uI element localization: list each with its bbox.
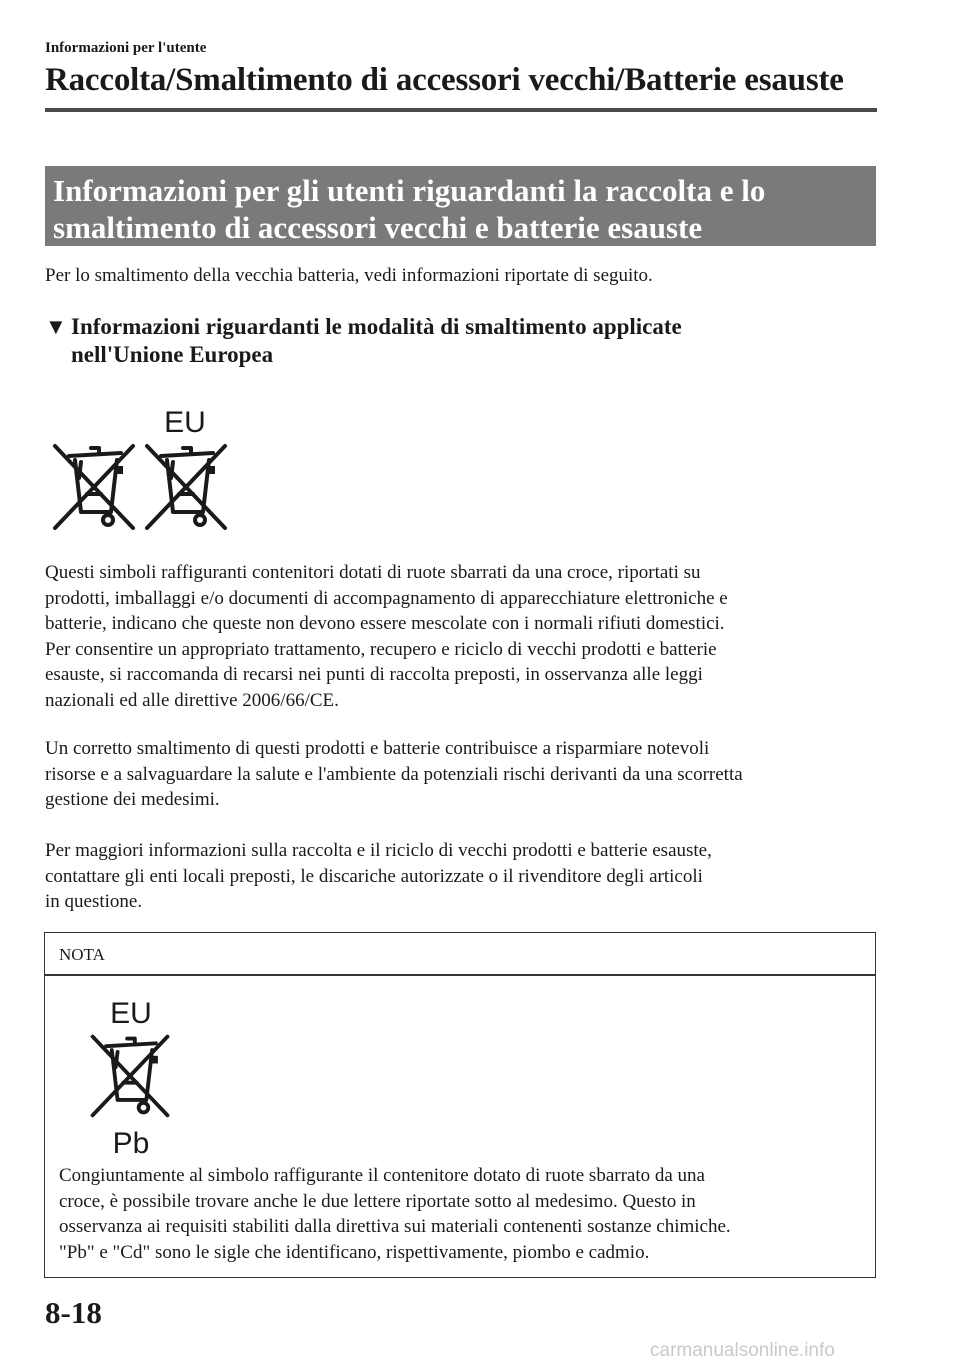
paragraph-line: contattare gli enti locali preposti, le discariche autorizzate o il rivenditore degli articoli — [45, 865, 703, 887]
note-line: "Pb" e "Cd" sono le sigle che identificano, rispettivamente, piombo e cadmio. — [59, 1241, 650, 1263]
watermark: carmanualsonline.info — [650, 1340, 835, 1361]
eu-label: EU — [110, 997, 152, 1030]
note-label: NOTA — [59, 945, 105, 964]
note-box — [44, 932, 876, 1278]
paragraph-line: risorse e a salvaguardare la salute e l'ambiente da potenziali rischi derivanti da una scorretta — [45, 763, 743, 785]
sub-heading-line: nell'Unione Europea — [71, 342, 274, 367]
paragraph-line: prodotti, imballaggi e/o documenti di accompagnamento di apparecchiature elettroniche e — [45, 587, 728, 609]
note-line: Congiuntamente al simbolo raffigurante il contenitore dotato di ruote sbarrato da una — [59, 1165, 705, 1186]
paragraph-line: esauste, si raccomanda di recarsi nei punti di raccolta preposti, in osservanza alle leggi — [45, 664, 703, 686]
paragraph-line: Per consentire un appropriato trattamento, recupero e riciclo di vecchi prodotti e batterie — [45, 638, 717, 660]
paragraph-line: Un corretto smaltimento di questi prodotti e batterie contribuisce a risparmiare notevoli — [45, 738, 710, 759]
triangle-marker-icon: ▼ — [45, 314, 67, 339]
paragraph — [45, 736, 875, 813]
running-header: Informazioni per l'utente — [45, 40, 207, 56]
paragraph-line: nazionali ed alle direttive 2006/66/CE. — [45, 689, 339, 711]
note-divider — [45, 974, 875, 976]
banner-line: smaltimento di accessori vecchi e batterie esauste — [53, 210, 703, 245]
page-number: 8-18 — [45, 1295, 102, 1330]
sub-heading-line: Informazioni riguardanti le modalità di smaltimento applicate — [71, 314, 682, 339]
note-line: osservanza ai requisiti stabiliti dalla direttiva sui materiali contenenti sostanze chimiche. — [59, 1216, 731, 1238]
note-text — [59, 1163, 731, 1265]
note-line: croce, è possibile trovare anche le due lettere riportate sotto al medesimo. Questo in — [59, 1190, 696, 1212]
pb-weee-symbol — [81, 995, 181, 1165]
crossed-out-wheelie-bin-icon — [55, 446, 133, 528]
crossed-out-wheelie-bin-icon — [147, 446, 225, 528]
section-banner — [45, 166, 876, 246]
paragraph-line: Questi simboli raffiguranti contenitori dotati di ruote sbarrati da una croce, riportati su — [45, 562, 701, 583]
intro-text: Per lo smaltimento della vecchia batteria, vedi informazioni riportate di seguito. — [45, 265, 653, 286]
sub-heading — [45, 313, 682, 369]
paragraph-line: Per maggiori informazioni sulla raccolta e il riciclo di vecchi prodotti e batterie esauste, — [45, 840, 712, 861]
pb-label: Pb — [112, 1127, 150, 1160]
paragraph-line: batterie, indicano che queste non devono essere mescolate con i normali rifiuti domestici. — [45, 613, 725, 635]
eu-label: EU — [164, 406, 206, 439]
paragraph-line: gestione dei medesimi. — [45, 789, 220, 811]
paragraph — [45, 838, 875, 915]
banner-line: Informazioni per gli utenti riguardanti la raccolta e lo — [53, 173, 766, 208]
crossed-out-wheelie-bin-icon — [93, 1037, 168, 1116]
section-banner-title — [53, 172, 868, 246]
page-title: Raccolta/Smaltimento di accessori vecchi/Batterie esauste — [45, 62, 844, 98]
eu-weee-symbols — [45, 404, 245, 536]
paragraph — [45, 560, 875, 714]
paragraph-line: in questione. — [45, 891, 143, 913]
title-rule — [45, 108, 877, 112]
